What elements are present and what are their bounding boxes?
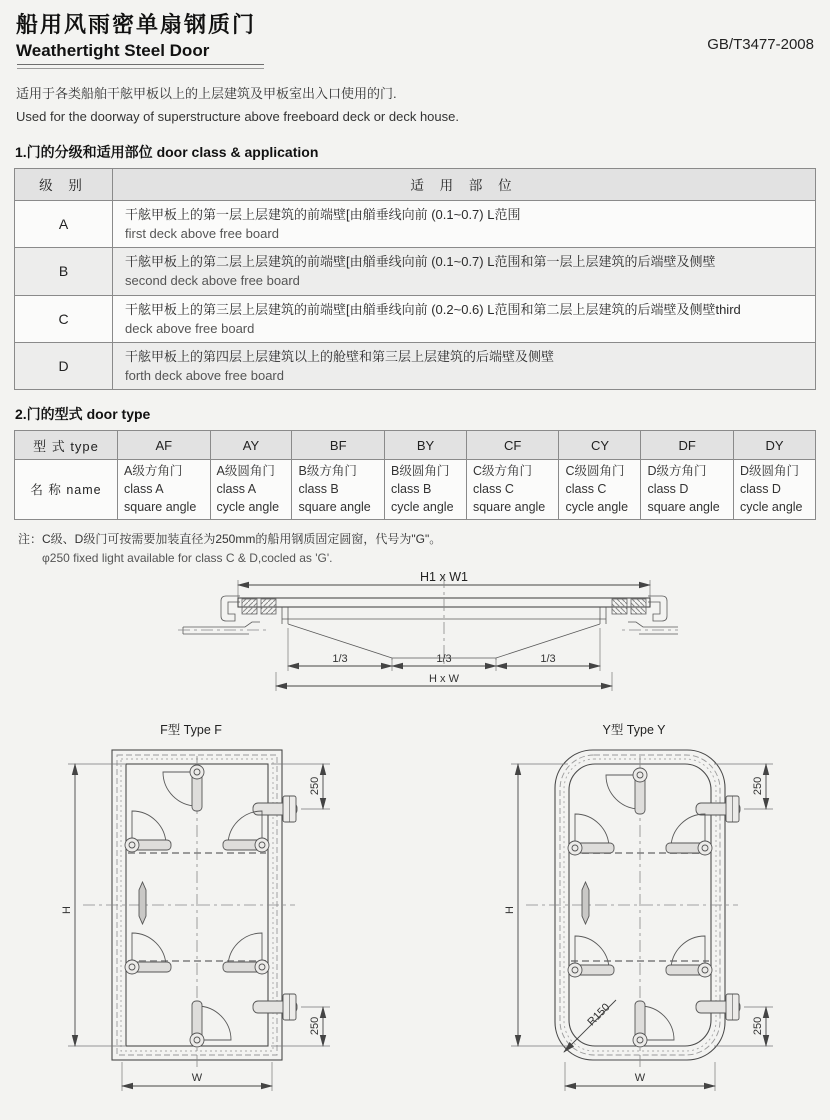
name-en1: class A [124,482,164,497]
type-f-drawing [55,720,395,1105]
dim-label-third2: 1/3 [436,652,452,665]
type-cell: AF [118,431,211,460]
name-zh: B级圆角门 [391,464,450,479]
frame-end-right [600,596,678,634]
page-header [0,0,830,69]
name-zh: C级方角门 [472,464,532,479]
name-en2: cycle angle [739,500,803,515]
name-cell [641,460,734,519]
name-en1: class B [391,482,432,497]
application-cell [113,342,816,389]
dim-label-w: W [191,1071,203,1084]
dim-label-h1w1: H1 x W1 [420,571,468,584]
class-cell: D [15,342,113,389]
name-en2: square angle [472,500,546,515]
application-en: second deck above free board [125,273,300,289]
dim-label-hxw: H x W [429,672,459,685]
table-row [15,295,816,342]
dog-clamp-lower-right [666,936,712,977]
name-en2: square angle [298,500,371,515]
name-zh: A级圆角门 [216,464,275,479]
note-en: φ250 fixed light available for class C & D,cocled as 'G'. [42,550,333,565]
standard-code: GB/T3477-2008 [707,36,814,53]
name-en1: class D [647,482,689,497]
hinge-top [253,796,297,822]
radius-label: R150 [585,1001,613,1029]
dog-clamp-lower-left [125,933,171,974]
intro-en: Used for the doorway of superstructure above freeboard deck or deck house. [16,109,459,125]
door-handle [139,882,146,924]
name-en2: square angle [124,500,197,515]
name-cell [292,460,385,519]
class-cell: B [15,248,113,295]
door-type-table [14,430,816,519]
section2-heading: 2.门的型式 door type [15,406,151,423]
row-header-name: 名 称 name [15,460,118,519]
name-zh: D级方角门 [647,464,707,479]
type-y-label: Y型 Type Y [602,722,666,737]
type-cell: BF [292,431,385,460]
name-en1: class A [216,482,257,497]
dim-label-250-top: 250 [752,776,764,796]
application-zh: 干舷甲板上的第三层上层建筑的前端壁[由艏垂线向前 (0.2~0.6) L范围和第二层上层建筑的后端壁及侧壁third [125,301,741,317]
door-class-table [14,168,816,390]
application-zh: 干舷甲板上的第四层上层建筑以上的舱壁和第三层上层建筑的后端壁及侧壁 [125,348,555,364]
class-cell: C [15,295,113,342]
dim-label-h: H [61,905,73,914]
name-en2: square angle [647,500,720,515]
application-en: deck above free board [125,320,255,336]
dog-clamp-upper-left [568,814,614,855]
dim-label-third3: 1/3 [540,652,556,665]
type-f-label: F型 Type F [160,722,222,737]
application-cell [113,248,816,295]
table-notes [18,530,830,568]
dim-label-250-bottom: 250 [752,1016,764,1036]
class-cell: A [15,200,113,247]
name-en1: class D [739,482,781,497]
technical-drawings [0,571,830,1084]
type-header-row [15,431,816,460]
dog-clamp-lower-left [568,936,614,977]
name-cell [118,460,211,519]
name-zh: A级方角门 [124,464,183,479]
door-handle [582,882,589,924]
door-section-drawing [178,572,678,707]
dog-clamp-top [163,765,204,811]
name-cell [385,460,467,519]
title-underline [17,64,264,69]
intro-zh: 适用于各类船舶干舷甲板以上的上层建筑及甲板室出入口使用的门. [16,86,397,101]
hinge-bottom [253,994,297,1020]
row-header-type: 型 式 type [15,431,118,460]
dim-label-third1: 1/3 [332,652,348,665]
name-en1: class B [298,482,339,497]
hinge-top [696,796,740,822]
name-zh: C级圆角门 [565,464,625,479]
application-en: forth deck above free board [125,368,284,383]
name-en1: class C [565,482,607,497]
type-cell: DF [641,431,734,460]
dog-clamp-top [606,768,647,814]
name-en2: cycle angle [216,500,280,515]
dog-clamp-upper-left [125,811,171,852]
dog-clamp-lower-right [223,933,269,974]
name-row [15,460,816,519]
table-row [15,342,816,389]
dog-clamp-bottom [190,1001,231,1047]
page-title-en: Weathertight Steel Door [16,41,210,60]
dog-clamp-upper-right [666,814,712,855]
dim-label-w: W [634,1071,646,1084]
name-en2: cycle angle [391,500,454,515]
intro-text [0,69,830,128]
application-zh: 干舷甲板上的第一层上层建筑的前端壁[由艏垂线向前 (0.1~0.7) L范围 [125,206,521,222]
page-title-zh: 船用风雨密单扇钢质门 [16,12,257,37]
type-cell: BY [385,431,467,460]
type-cell: DY [733,431,815,460]
name-zh: B级方角门 [298,464,357,479]
name-en2: cycle angle [565,500,629,515]
type-cell: AY [210,431,292,460]
col-header-class: 级 别 [15,168,113,200]
table-header-row [15,168,816,200]
dog-clamp-upper-right [223,811,269,852]
table-row [15,200,816,247]
dim-label-250-top: 250 [309,776,321,796]
type-cell: CY [559,431,641,460]
name-zh: D级圆角门 [739,464,799,479]
name-cell [733,460,815,519]
dog-clamp-bottom [633,1001,674,1047]
name-en1: class C [472,482,514,497]
name-cell [210,460,292,519]
dim-label-h: H [504,905,516,914]
application-en: first deck above free board [125,226,279,242]
name-cell [559,460,641,519]
dim-label-250-bottom: 250 [309,1016,321,1036]
col-header-application: 适 用 部 位 [113,168,816,200]
table-row [15,248,816,295]
type-cell: CF [466,431,559,460]
application-cell [113,200,816,247]
application-zh: 干舷甲板上的第二层上层建筑的前端壁[由艏垂线向前 (0.1~0.7) L范围和第一层上层建筑的后端壁及侧壁 [125,254,716,270]
note-zh: 注：C级、D级门可按需要加装直径为250mm的船用钢质固定圆窗，代号为"G"。 [18,531,442,546]
hinge-bottom [696,994,740,1020]
application-cell [113,295,816,342]
type-y-drawing [498,720,830,1105]
name-cell [466,460,559,519]
section1-heading: 1.门的分级和适用部位 door class & application [15,143,319,160]
frame-end-left [178,596,288,634]
